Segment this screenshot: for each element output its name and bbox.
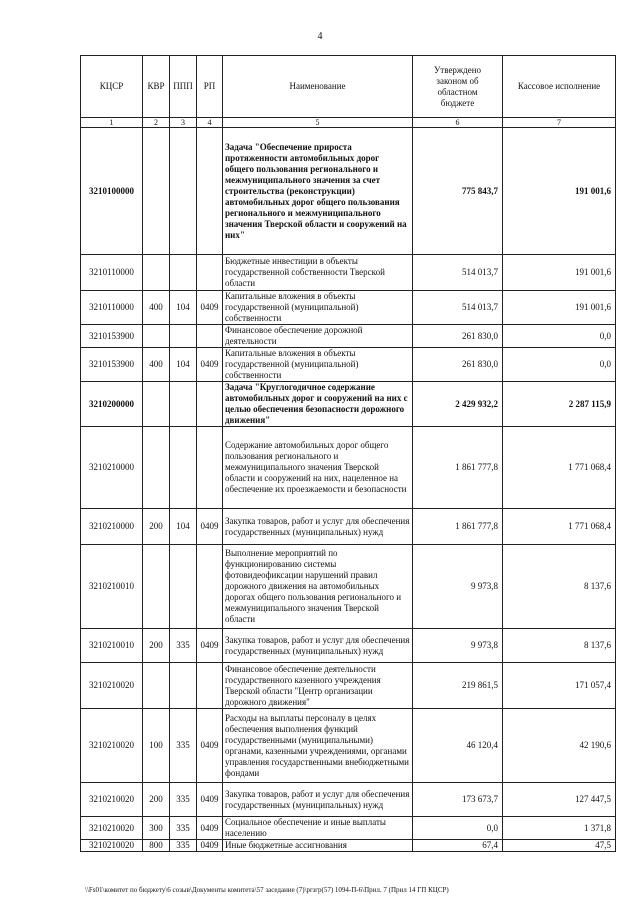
cell-rp — [197, 663, 223, 709]
cell-name: Капитальные вложения в объекты государственной (муниципальной) собственности — [223, 348, 413, 382]
cell-kcsr: 3210210020 — [81, 663, 143, 709]
cell-executed: 191 001,6 — [503, 128, 616, 255]
cell-kcsr: 3210200000 — [81, 382, 143, 427]
cell-name: Капитальные вложения в объекты государственной (муниципальной) собственности — [223, 291, 413, 325]
cell-kvr: 400 — [143, 348, 170, 382]
table-row — [81, 663, 616, 709]
cell-approved: 9 973,8 — [413, 545, 503, 629]
cell-kcsr: 3210210020 — [81, 817, 143, 840]
cell-name: Закупка товаров, работ и услуг для обеспечения государственных (муниципальных) нужд — [223, 509, 413, 545]
cell-ppp: 335 — [170, 709, 197, 783]
file-path-footer: \\Fs01\комитет по бюджету\6 созыв\Документы комитета\57 заседание (7)\prзгр(57) 1094-П-6\Прил. 7 (Прил 14 ГП КЦСР) — [85, 886, 449, 894]
table-row — [81, 128, 616, 255]
cell-name: Закупка товаров, работ и услуг для обеспечения государственных (муниципальных) нужд — [223, 629, 413, 663]
cell-kcsr: 3210210020 — [81, 709, 143, 783]
cell-kvr: 200 — [143, 629, 170, 663]
cell-executed: 8 137,6 — [503, 629, 616, 663]
cell-rp: 0409 — [197, 291, 223, 325]
cell-kcsr: 3210110000 — [81, 255, 143, 291]
cell-executed: 0,0 — [503, 348, 616, 382]
cell-kcsr: 3210210020 — [81, 783, 143, 817]
cell-executed: 8 137,6 — [503, 545, 616, 629]
table-row — [81, 509, 616, 545]
cell-executed: 1 371,8 — [503, 817, 616, 840]
cell-approved: 9 973,8 — [413, 629, 503, 663]
table-row — [81, 783, 616, 817]
cell-rp — [197, 382, 223, 427]
cell-ppp — [170, 545, 197, 629]
cell-rp: 0409 — [197, 840, 223, 852]
header-row — [81, 56, 616, 118]
cell-name: Социальное обеспечение и иные выплаты населению — [223, 817, 413, 840]
cell-kvr: 200 — [143, 509, 170, 545]
cell-kvr — [143, 325, 170, 348]
cell-kvr — [143, 427, 170, 509]
cell-ppp: 104 — [170, 509, 197, 545]
cell-kcsr: 3210153900 — [81, 325, 143, 348]
cell-rp — [197, 255, 223, 291]
cell-rp — [197, 325, 223, 348]
cell-kvr — [143, 663, 170, 709]
cell-kcsr: 3210210000 — [81, 509, 143, 545]
cell-name: Бюджетные инвестиции в объекты государственной собственности Тверской области — [223, 255, 413, 291]
cell-rp: 0409 — [197, 509, 223, 545]
table-row — [81, 840, 616, 852]
col-index: 1 — [81, 118, 143, 128]
cell-ppp: 335 — [170, 783, 197, 817]
table-row — [81, 545, 616, 629]
table-row — [81, 629, 616, 663]
col-index: 7 — [503, 118, 616, 128]
cell-name: Выполнение мероприятий по функционированию системы фотовидеофиксации нарушений правил дорожного движения на автомобильных дорогах общего пользования регионального и межмуниципального значения Тверской области — [223, 545, 413, 629]
header-kcsr: КЦСР — [81, 56, 143, 118]
cell-executed: 2 287 115,9 — [503, 382, 616, 427]
cell-kvr — [143, 255, 170, 291]
cell-kcsr: 3210110000 — [81, 291, 143, 325]
column-index-row — [81, 118, 616, 128]
header-kvr: КВР — [143, 56, 170, 118]
cell-kcsr: 3210210010 — [81, 629, 143, 663]
table-row — [81, 817, 616, 840]
cell-ppp: 104 — [170, 348, 197, 382]
cell-approved: 261 830,0 — [413, 325, 503, 348]
cell-executed: 171 057,4 — [503, 663, 616, 709]
cell-rp: 0409 — [197, 629, 223, 663]
cell-kcsr: 3210210000 — [81, 427, 143, 509]
cell-executed: 0,0 — [503, 325, 616, 348]
cell-kvr: 200 — [143, 783, 170, 817]
table-row — [81, 709, 616, 783]
table-row — [81, 382, 616, 427]
table-row — [81, 291, 616, 325]
cell-rp — [197, 427, 223, 509]
table-row — [81, 348, 616, 382]
cell-name: Расходы на выплаты персоналу в целях обеспечения выполнения функций государственными (муниципальными) органами, казенными учреждениями, органами управления государственными внебюджетными фондами — [223, 709, 413, 783]
cell-approved: 219 861,5 — [413, 663, 503, 709]
cell-executed: 191 001,6 — [503, 291, 616, 325]
cell-ppp: 335 — [170, 840, 197, 852]
cell-kvr: 800 — [143, 840, 170, 852]
col-index: 2 — [143, 118, 170, 128]
cell-ppp: 335 — [170, 817, 197, 840]
cell-ppp: 335 — [170, 629, 197, 663]
header-approved: Утверждено законом об областном бюджете — [413, 56, 503, 118]
cell-name: Иные бюджетные ассигнования — [223, 840, 413, 852]
cell-approved: 514 013,7 — [413, 255, 503, 291]
cell-ppp — [170, 325, 197, 348]
cell-ppp — [170, 382, 197, 427]
header-ppp: ППП — [170, 56, 197, 118]
cell-rp: 0409 — [197, 783, 223, 817]
table-row — [81, 325, 616, 348]
cell-ppp — [170, 128, 197, 255]
cell-executed: 1 771 068,4 — [503, 427, 616, 509]
table-row — [81, 427, 616, 509]
cell-kvr: 100 — [143, 709, 170, 783]
cell-ppp — [170, 663, 197, 709]
col-index: 3 — [170, 118, 197, 128]
cell-kvr — [143, 128, 170, 255]
cell-rp — [197, 128, 223, 255]
cell-executed: 1 771 068,4 — [503, 509, 616, 545]
budget-table — [80, 55, 616, 852]
cell-kcsr: 3210100000 — [81, 128, 143, 255]
cell-kcsr: 3210210010 — [81, 545, 143, 629]
cell-executed: 42 190,6 — [503, 709, 616, 783]
cell-approved: 0,0 — [413, 817, 503, 840]
cell-ppp: 104 — [170, 291, 197, 325]
cell-kvr: 300 — [143, 817, 170, 840]
cell-ppp — [170, 255, 197, 291]
cell-kcsr: 3210210020 — [81, 840, 143, 852]
cell-executed: 191 001,6 — [503, 255, 616, 291]
cell-approved: 261 830,0 — [413, 348, 503, 382]
cell-ppp — [170, 427, 197, 509]
cell-approved: 1 861 777,8 — [413, 427, 503, 509]
cell-rp: 0409 — [197, 817, 223, 840]
col-index: 5 — [223, 118, 413, 128]
header-name: Наименование — [223, 56, 413, 118]
cell-approved: 775 843,7 — [413, 128, 503, 255]
cell-executed: 47,5 — [503, 840, 616, 852]
cell-approved: 1 861 777,8 — [413, 509, 503, 545]
cell-approved: 46 120,4 — [413, 709, 503, 783]
cell-rp: 0409 — [197, 709, 223, 783]
col-index: 4 — [197, 118, 223, 128]
cell-name: Содержание автомобильных дорог общего пользования регионального и межмуниципального значения Тверской области и сооружений на них, нацеленное на обеспечение их проезжаемости и безопасности — [223, 427, 413, 509]
cell-approved: 173 673,7 — [413, 783, 503, 817]
cell-approved: 2 429 932,2 — [413, 382, 503, 427]
page-number: 4 — [317, 31, 323, 42]
cell-name: Задача "Обеспечение прироста протяженности автомобильных дорог общего пользования регионального и межмуниципального значения за счет строительства (реконструкции) автомобильных дорог общего пользования регионального и межмуниципального значения Тверской области и сооружений на них" — [223, 128, 413, 255]
cell-kvr: 400 — [143, 291, 170, 325]
cell-approved: 514 013,7 — [413, 291, 503, 325]
cell-kvr — [143, 545, 170, 629]
cell-rp: 0409 — [197, 348, 223, 382]
cell-executed: 127 447,5 — [503, 783, 616, 817]
table-row — [81, 255, 616, 291]
header-rp: РП — [197, 56, 223, 118]
cell-name: Финансовое обеспечение деятельности государственного казенного учреждения Тверской области "Центр организации дорожного движения" — [223, 663, 413, 709]
cell-kvr — [143, 382, 170, 427]
cell-name: Закупка товаров, работ и услуг для обеспечения государственных (муниципальных) нужд — [223, 783, 413, 817]
cell-rp — [197, 545, 223, 629]
cell-name: Задача "Круглогодичное содержание автомобильных дорог и сооружений на них с целью обеспечения безопасности дорожного движения" — [223, 382, 413, 427]
header-executed: Кассовое исполнение — [503, 56, 616, 118]
col-index: 6 — [413, 118, 503, 128]
cell-kcsr: 3210153900 — [81, 348, 143, 382]
cell-approved: 67,4 — [413, 840, 503, 852]
cell-name: Финансовое обеспечение дорожной деятельности — [223, 325, 413, 348]
